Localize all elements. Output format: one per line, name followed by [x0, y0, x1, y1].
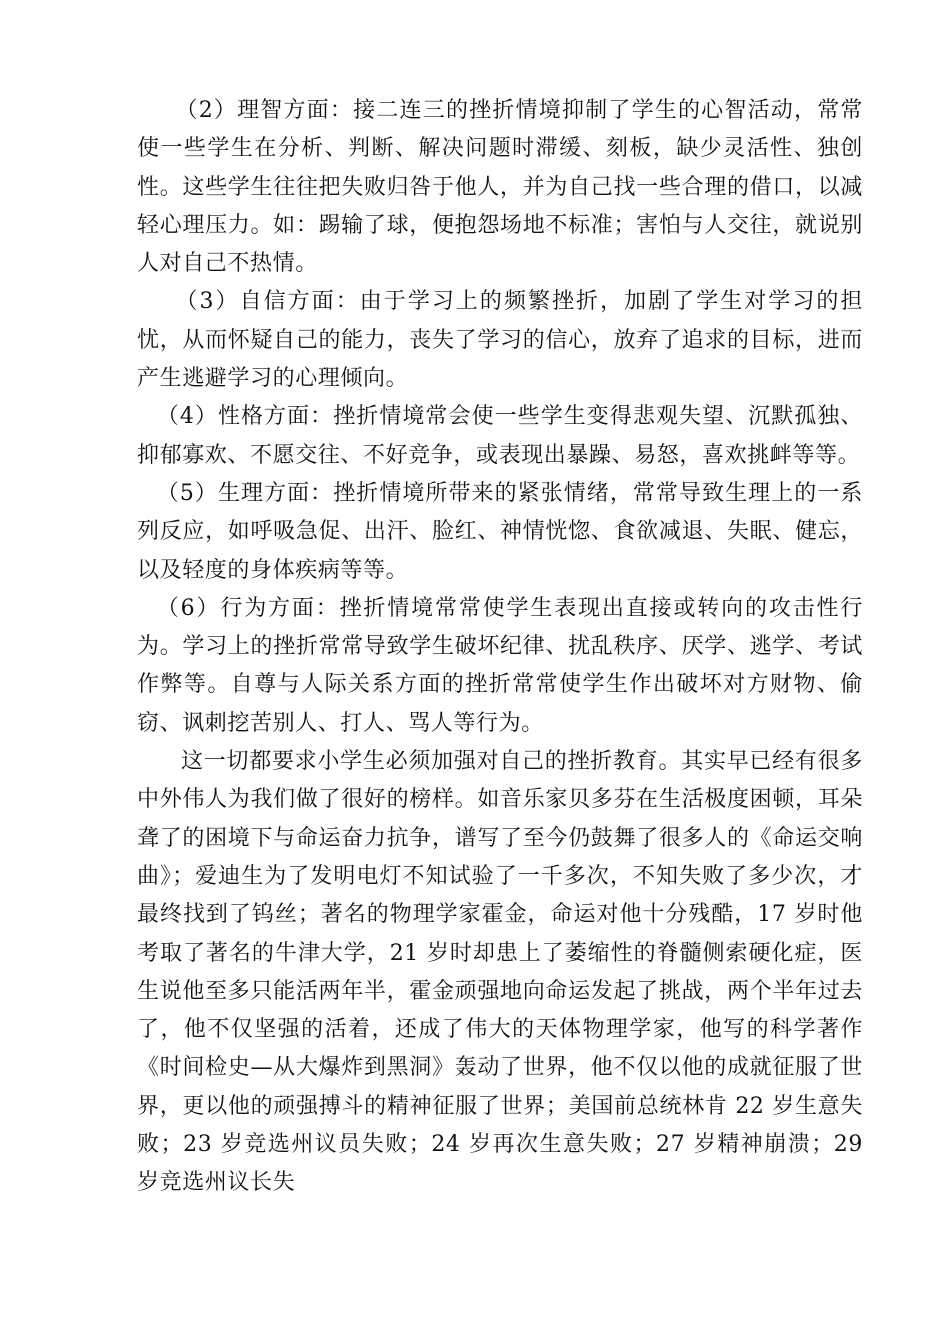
paragraph-confidence: （3）自信方面：由于学习上的频繁挫折，加剧了学生对学习的担忧，从而怀疑自己的能力，丧失了学习的信心，放弃了追求的目标，进而产生逃避学习的心理倾向。	[137, 289, 863, 392]
paragraph-personality: （4）性格方面：挫折情境常会使一些学生变得悲观失望、沉默孤独、抑郁寡欢、不愿交往、不好竞争，或表现出暴躁、易怒，喜欢挑衅等等。	[137, 404, 863, 468]
paragraph-physiology: （5）生理方面：挫折情境所带来的紧张情绪，常常导致生理上的一系列反应，如呼吸急促、出汗、脸红、神情恍惚、食欲减退、失眠、健忘，以及轻度的身体疾病等等。	[137, 480, 863, 583]
document-page	[137, 92, 863, 1203]
paragraph-examples: 这一切都要求小学生必须加强对自己的挫折教育。其实早已经有很多中外伟人为我们做了很好的榜样。如音乐家贝多芬在生活极度困顿，耳朵聋了的困境下与命运奋力抗争，谱写了至今仍鼓舞了很多人的《命运交响曲》；爱迪生为了发明电灯不知试验了一千多次，不知失败了多少次，才最终找到了钨丝；著名的物理学家霍金，命运对他十分残酷，17 岁时他考取了著名的牛津大学，21 岁时却患上了萎缩性的脊髓侧索硬化症，医生说他至多只能活两年半，霍金顽强地向命运发起了挑战，两个半年过去了，他不仅坚强的活着，还成了伟大的天体物理学家，他写的科学著作《时间检史—从大爆炸到黑洞》轰动了世界，他不仅以他的成就征服了世界，更以他的顽强搏斗的精神征服了世界；美国前总统林肯 22 岁生意失败；23 岁竞选州议员失败；24 岁再次生意失败；27 岁精神崩溃；29 岁竞选州议长失	[137, 749, 863, 1196]
paragraph-behavior: （6）行为方面：挫折情境常常使学生表现出直接或转向的攻击性行为。学习上的挫折常常导致学生破坏纪律、扰乱秩序、厌学、逃学、考试作弊等。自尊与人际关系方面的挫折常常使学生作出破坏对方财物、偷窃、讽刺挖苦别人、打人、骂人等行为。	[137, 595, 863, 736]
paragraph-intellect: （2）理智方面：接二连三的挫折情境抑制了学生的心智活动，常常使一些学生在分析、判断、解决问题时滞缓、刻板，缺少灵活性、独创性。这些学生往往把失败归咎于他人，并为自己找一些合理的借口，以减轻心理压力。如：踢输了球，便抱怨场地不标准；害怕与人交往，就说别人对自己不热情。	[137, 98, 863, 277]
